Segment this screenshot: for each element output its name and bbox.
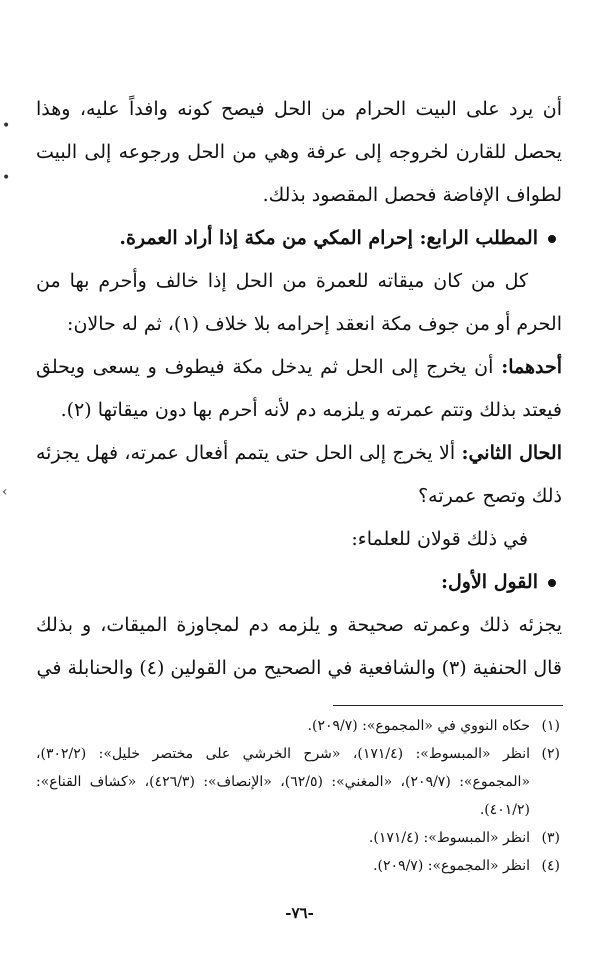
case-2-text: ألا يخرج إلى الحل حتى يتمم أفعال عمرته، فهل يجزئه ذلك وتصح عمرته؟ [36, 442, 562, 507]
footnote-number: (١) [541, 718, 560, 734]
case-2-paragraph [36, 432, 562, 518]
margin-mark: • [2, 170, 11, 186]
footnote-1 [36, 712, 562, 740]
first-opinion-heading-text: القول الأول: [440, 571, 538, 593]
section-heading-4 [36, 217, 562, 260]
case-2-lead: الحال الثاني: [461, 442, 562, 464]
footnote-number: (٤) [541, 858, 560, 874]
paragraph-1: أن يرد على البيت الحرام من الحل فيصح كونه وافداً عليه، وهذا يحصل للقارن لخروجه إلى عرفة وهي من الحل ورجوعه إلى البيت لطواف الإفاضة فحصل المقصود بذلك. [36, 98, 562, 206]
section-heading-4-text: المطلب الرابع: إحرام المكي من مكة إذا أراد العمرة. [119, 227, 538, 249]
footnote-text: انظر «المبسوط»: (١٧١/٤)، «شرح الخرشي على مختصر خليل»: (٣٠٢/٢)، «المجموع»: (٢٠٩/٧)، «المغني»: (٦٢/٥)، «الإنصاف»: (٤٢٦/٣)، «كشاف القناع»: (٤٠١/٢). [36, 746, 531, 818]
footnote-text: انظر «المجموع»: (٢٠٩/٧). [373, 858, 530, 874]
margin-mark: • [2, 118, 11, 134]
footnote-divider [333, 705, 563, 706]
paragraph-last: يجزئه ذلك وعمرته صحيحة و يلزمه دم لمجاوزة الميقات، و بذلك قال الحنفية (٣) والشافعية في الصحيح من القولين (٤) والحنابلة في [36, 614, 562, 679]
two-opinions-line: في ذلك قولان للعلماء: [351, 528, 528, 550]
footnote-text: انظر «المبسوط»: (١٧١/٤). [368, 830, 530, 846]
first-opinion-heading [36, 561, 562, 604]
case-1-text: أن يخرج إلى الحل ثم يدخل مكة فيطوف و يسعى ويحلق فيعتد بذلك وتتم عمرته و يلزمه دم لأنه أحرم بها دون ميقاتها (٢). [36, 356, 562, 421]
case-1-paragraph [36, 346, 562, 432]
case-1-lead: أحدهما: [501, 356, 562, 378]
paragraph-2: كل من كان ميقاته للعمرة من الحل إذا خالف وأحرم بها من الحرم أو من جوف مكة انعقد إحرامه بلا خلاف (١)، ثم له حالان: [36, 270, 562, 335]
bullet-icon [548, 235, 556, 243]
main-text [36, 88, 562, 690]
margin-mark: ‹ [2, 484, 8, 500]
page-number: -٧٦- [285, 904, 314, 922]
footnote-3 [36, 824, 562, 852]
bullet-icon [548, 579, 556, 587]
footnote-number: (٢) [541, 746, 560, 762]
footnotes [36, 712, 562, 880]
footnote-4 [36, 852, 562, 880]
footnote-number: (٣) [541, 830, 560, 846]
footnote-text: حكاه النووي في «المجموع»: (٢٠٩/٧). [307, 718, 530, 734]
footnote-2 [36, 740, 562, 824]
